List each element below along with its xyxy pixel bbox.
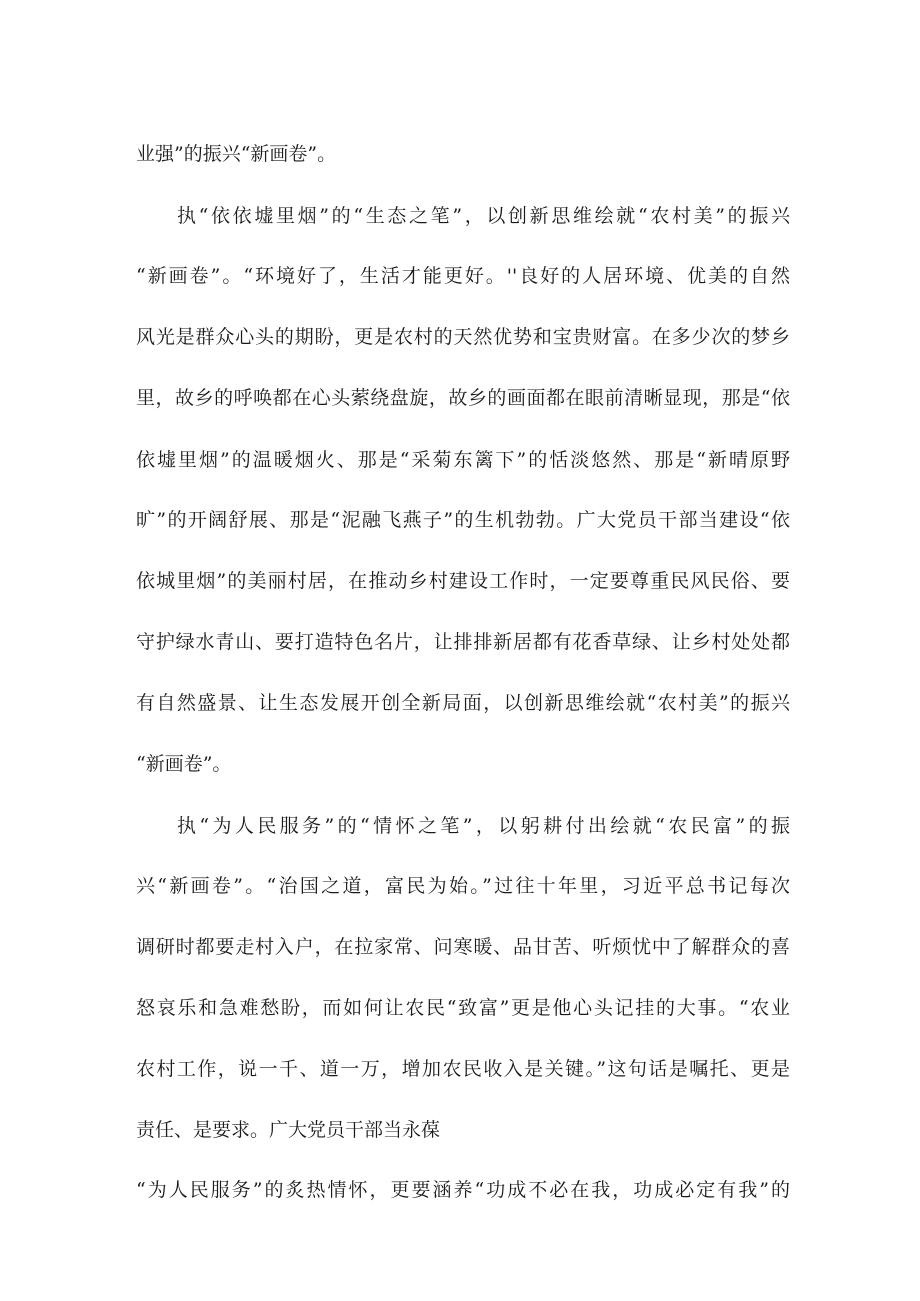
text-line-3: “新画卷”。“环境好了，生活才能更好。''良好的人居环境、优美的自然 [136,265,790,287]
text-line-16: 农村工作，说一千、道一万，增加农民收入是关键。”这句话是嘱托、更是 [136,1058,790,1080]
text-line-5: 里，故乡的呼唤都在心头萦绕盘旋，故乡的画面都在眼前清晰显现，那是“依 [136,387,790,409]
text-line-12: 执“为人民服务”的“情怀之笔”，以躬耕付出绘就“农民富”的振 [177,815,790,837]
text-line-14: 调研时都要走村入户，在拉家常、问寒暖、品甘苦、听烦忧中了解群众的喜 [136,936,790,958]
text-line-18: “为人民服务”的炙热情怀，更要涵养“功成不必在我，功成必定有我”的 [136,1179,790,1201]
text-line-1: 业强”的振兴“新画卷”。 [136,143,337,165]
text-line-15: 怒哀乐和急难愁盼，而如何让农民“致富”更是他心头记挂的大事。“农业 [136,997,790,1019]
text-line-4: 风光是群众心头的期盼，更是农村的天然优势和宝贵财富。在多少次的梦乡 [136,326,790,348]
text-line-9: 守护绿水青山、要打造特色名片，让排排新居都有花香草绿、让乡村处处都 [136,631,790,653]
text-line-11: “新画卷”。 [136,753,232,775]
text-line-2: 执“依依墟里烟”的“生态之笔”，以创新思维绘就“农村美”的振兴 [177,205,790,227]
text-line-10: 有自然盛景、让生态发展开创全新局面，以创新思维绘就“农村美”的振兴 [136,692,790,714]
text-line-7: 旷”的开阔舒展、那是“泥融飞燕子”的生机勃勃。广大党员干部当建设“依 [136,509,790,531]
text-line-6: 依墟里烟”的温暖烟火、那是“采菊东篱下”的恬淡悠然、那是“新晴原野 [136,449,790,471]
text-line-8: 依城里烟”的美丽村居，在推动乡村建设工作时，一定要尊重民风民俗、要 [136,570,790,592]
text-line-17: 责任、是要求。广大党员干部当永葆 [136,1119,441,1141]
text-line-13: 兴“新画卷”。“治国之道，富民为始。”过往十年里，习近平总书记每次 [136,875,790,897]
